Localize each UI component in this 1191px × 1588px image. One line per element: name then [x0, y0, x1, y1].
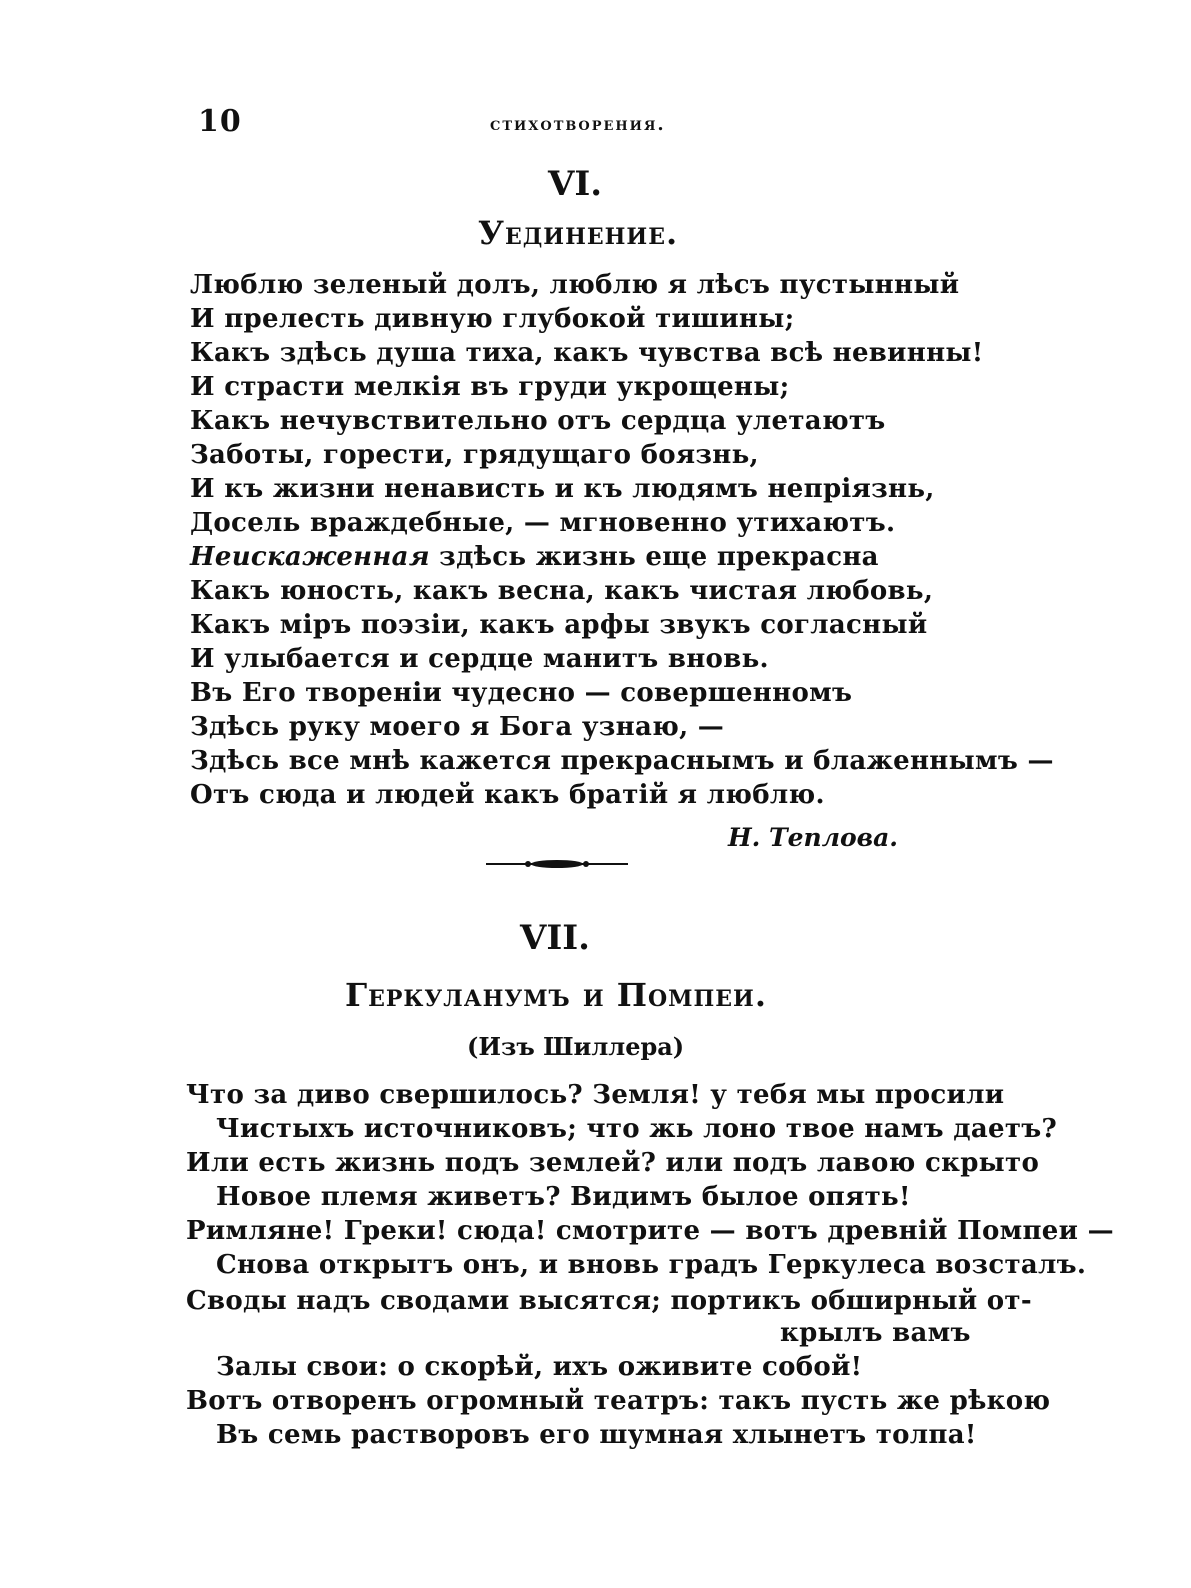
poem-7-line: Снова открытъ онъ, и вновь градъ Геркулеса возсталъ. [216, 1250, 1087, 1280]
page-number: 10 [198, 104, 242, 139]
poem-6-line: Здѣсь руку моего я Бога узнаю, — [190, 712, 725, 742]
line-rest: здѣсь жизнь еще прекрасна [429, 542, 879, 572]
poem-7-line: Въ семь растворовъ его шумная хлынетъ толпа! [216, 1420, 977, 1450]
poem-7-line: Что за диво свершилось? Земля! у тебя мы просили [186, 1080, 1005, 1110]
poem-7-title: Геркуланумъ и Помпеи. [345, 976, 767, 1014]
poem-6-line: И къ жизни ненависть и къ людямъ непріязнь, [190, 474, 935, 504]
poem-6-line: Какъ міръ поэзіи, какъ арфы звукъ согласный [190, 610, 928, 640]
poem-6-line: Здѣсь все мнѣ кажется прекраснымъ и блаженнымъ — [190, 746, 1054, 776]
poem-7-subtitle: (Изъ Шиллера) [467, 1032, 685, 1061]
poem-6-line: Досель враждебные, — мгновенно утихаютъ. [190, 508, 896, 538]
poem-7-line: Вотъ отворенъ огромный театръ: такъ пусть же рѣкою [186, 1386, 1051, 1416]
poem-6-line: Какъ юность, какъ весна, какъ чистая любовь, [190, 576, 934, 606]
poem-7-line-continuation: крылъ вамъ [780, 1318, 971, 1348]
poem-6-line: Какъ нечувствительно отъ сердца улетаютъ [190, 406, 886, 436]
poem-7-line: Римляне! Греки! сюда! смотрите — вотъ древній Помпеи — [186, 1216, 1114, 1246]
poem-6-line: И страсти мелкія въ груди укрощены; [190, 372, 790, 402]
running-head: стихотворения. [490, 114, 666, 135]
poem-7-line: Залы свои: о скорѣй, ихъ оживите собой! [216, 1352, 863, 1382]
poem-6-line: Отъ сюда и людей какъ братій я люблю. [190, 780, 825, 810]
poem-7-line: Новое племя живетъ? Видимъ былое опять! [216, 1182, 911, 1212]
ornament-divider [486, 858, 628, 870]
poem-6-line [190, 542, 879, 572]
poem-6-numeral: VI. [547, 164, 603, 204]
poem-7-line: Чистыхъ источниковъ; что жь лоно твое намъ даетъ? [216, 1114, 1058, 1144]
poem-6-line: Люблю зеленый долъ, люблю я лѣсъ пустынный [190, 270, 960, 300]
poem-6-signature: Н. Теплова. [728, 823, 899, 852]
poem-6-title: Уединение. [478, 214, 679, 252]
italic-word: Неискаженная [190, 542, 430, 572]
poem-6-line: И прелесть дивную глубокой тишины; [190, 304, 795, 334]
poem-6-line: И улыбается и сердце манитъ вновь. [190, 644, 769, 674]
poem-7-numeral: VII. [519, 918, 591, 958]
poem-6-line: Заботы, горести, грядущаго боязнь, [190, 440, 759, 470]
poem-6-line: Какъ здѣсь душа тиха, какъ чувства всѣ невинны! [190, 338, 984, 368]
poem-7-line: Своды надъ сводами высятся; портикъ обширный от- [186, 1286, 1032, 1316]
poem-6-line: Въ Его твореніи чудесно — совершенномъ [190, 678, 853, 708]
poem-7-line: Или есть жизнь подъ землей? или подъ лавою скрыто [186, 1148, 1040, 1178]
